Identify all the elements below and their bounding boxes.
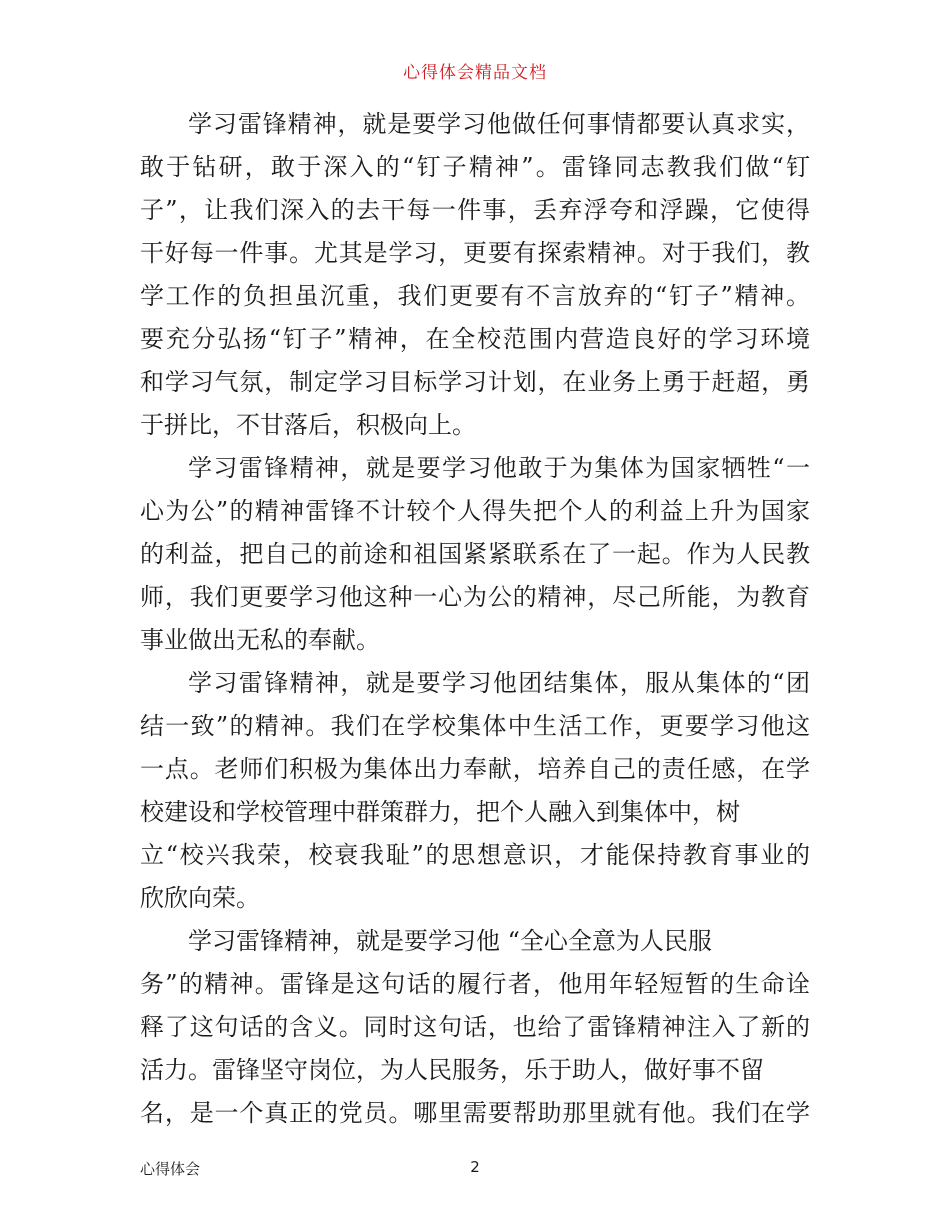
paragraph-line: 学习雷锋精神，就是要学习他敢于为集体为国家牺牲“一 [188,454,810,482]
paragraph-line: 学习雷锋精神，就是要学习他团结集体，服从集体的“团 [188,669,810,697]
paragraph-line: 释了这句话的含义。同时这句话，也给了雷锋精神注入了新的 [140,1013,810,1041]
paragraph-line: 务”的精神。雷锋是这句话的履行者，他用年轻短暂的生命诠 [140,970,810,998]
paragraph-line: 的利益，把自己的前途和祖国紧紧联系在了一起。作为人民教 [140,540,810,568]
paragraph-line: 校建设和学校管理中群策群力，把个人融入到集体中，树 [140,798,740,826]
paragraph-line: 活力。雷锋坚守岗位，为人民服务，乐于助人，做好事不留 [140,1056,764,1084]
paragraph-line: 名，是一个真正的党员。哪里需要帮助那里就有他。我们在学 [140,1099,810,1127]
paragraph-line: 学习雷锋精神，就是要学习他做任何事情都要认真求实， [188,110,810,138]
paragraph-line: 立“校兴我荣，校衰我耻”的思想意识，才能保持教育事业的 [140,841,810,869]
paragraph-line: 干好每一件事。尤其是学习，更要有探索精神。对于我们，教 [140,239,810,267]
paragraph-line: 结一致”的精神。我们在学校集体中生活工作，更要学习他这 [140,712,810,740]
document-body [140,103,810,1135]
footer-label: 心得体会 [140,1160,201,1178]
paragraph-line: 学习雷锋精神，就是要学习他 “全心全意为人民服 [188,927,712,955]
paragraph-line: 于拼比，不甘落后，积极向上。 [140,411,476,439]
paragraph-line: 心为公”的精神雷锋不计较个人得失把个人的利益上升为国家 [140,497,810,525]
paragraph-line: 子”，让我们深入的去干每一件事，丢弃浮夸和浮躁，它使得 [140,196,810,224]
paragraph-line: 事业做出无私的奉献。 [140,626,380,654]
paragraph-line: 和学习气氛，制定学习目标学习计划，在业务上勇于赶超，勇 [140,368,810,396]
paragraph-line: 学工作的负担虽沉重，我们更要有不言放弃的“钉子”精神。 [140,282,810,310]
page-number: 2 [470,1158,480,1176]
document-header-title: 心得体会精品文档 [403,63,547,83]
paragraph-line: 一点。老师们积极为集体出力奉献，培养自己的责任感，在学 [140,755,810,783]
paragraph-line: 欣欣向荣。 [140,884,260,912]
paragraph-line: 敢于钻研，敢于深入的“钉子精神”。雷锋同志教我们做“钉 [140,153,810,181]
paragraph-line: 师，我们更要学习他这种一心为公的精神，尽己所能，为教育 [140,583,810,611]
paragraph-line: 要充分弘扬“钉子”精神，在全校范围内营造良好的学习环境 [140,325,810,353]
